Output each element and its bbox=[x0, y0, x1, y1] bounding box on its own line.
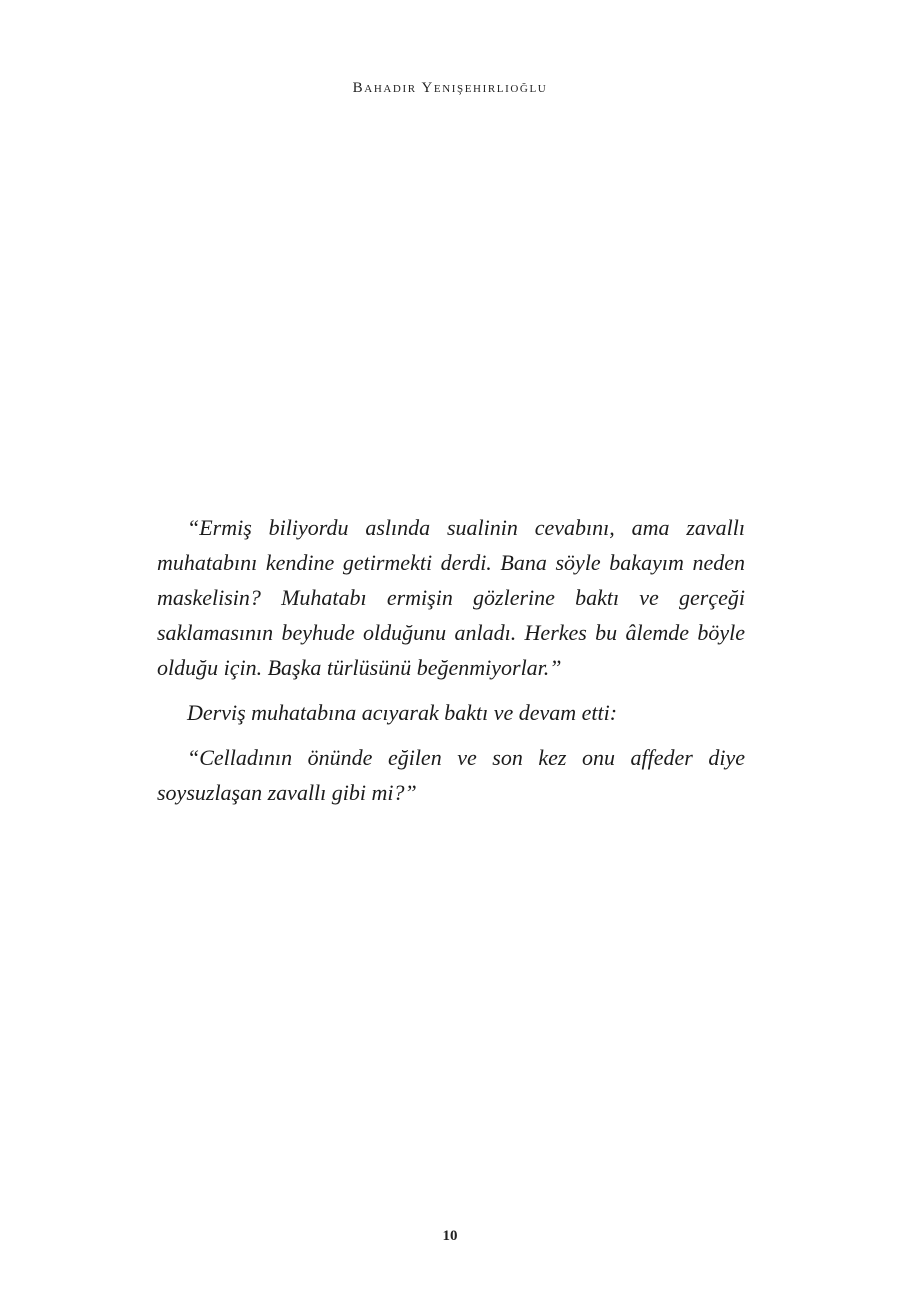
paragraph-1: “Ermiş biliyordu aslında sualinin cevabını, ama zavallı muhatabını kendine getirmekti derdi. Bana söyle bakayım neden maskelisin? Muhatabı ermişin gözlerine baktı ve gerçeği saklamasının beyhude olduğunu anladı. Herkes bu âlemde böyle olduğu için. Başka türlüsünü beğenmiyorlar.” bbox=[157, 515, 745, 680]
page-number: 10 bbox=[442, 1228, 458, 1244]
paragraph-2: Derviş muhatabına acıyarak baktı ve devam etti: bbox=[187, 700, 618, 725]
page-body bbox=[157, 510, 745, 820]
paragraph-3: “Celladının önünde eğilen ve son kez onu affeder diye soysuzlaşan zavallı gibi mi?” bbox=[157, 745, 745, 805]
running-head-author: Bahadır Yenişehirlioğlu bbox=[352, 80, 548, 96]
